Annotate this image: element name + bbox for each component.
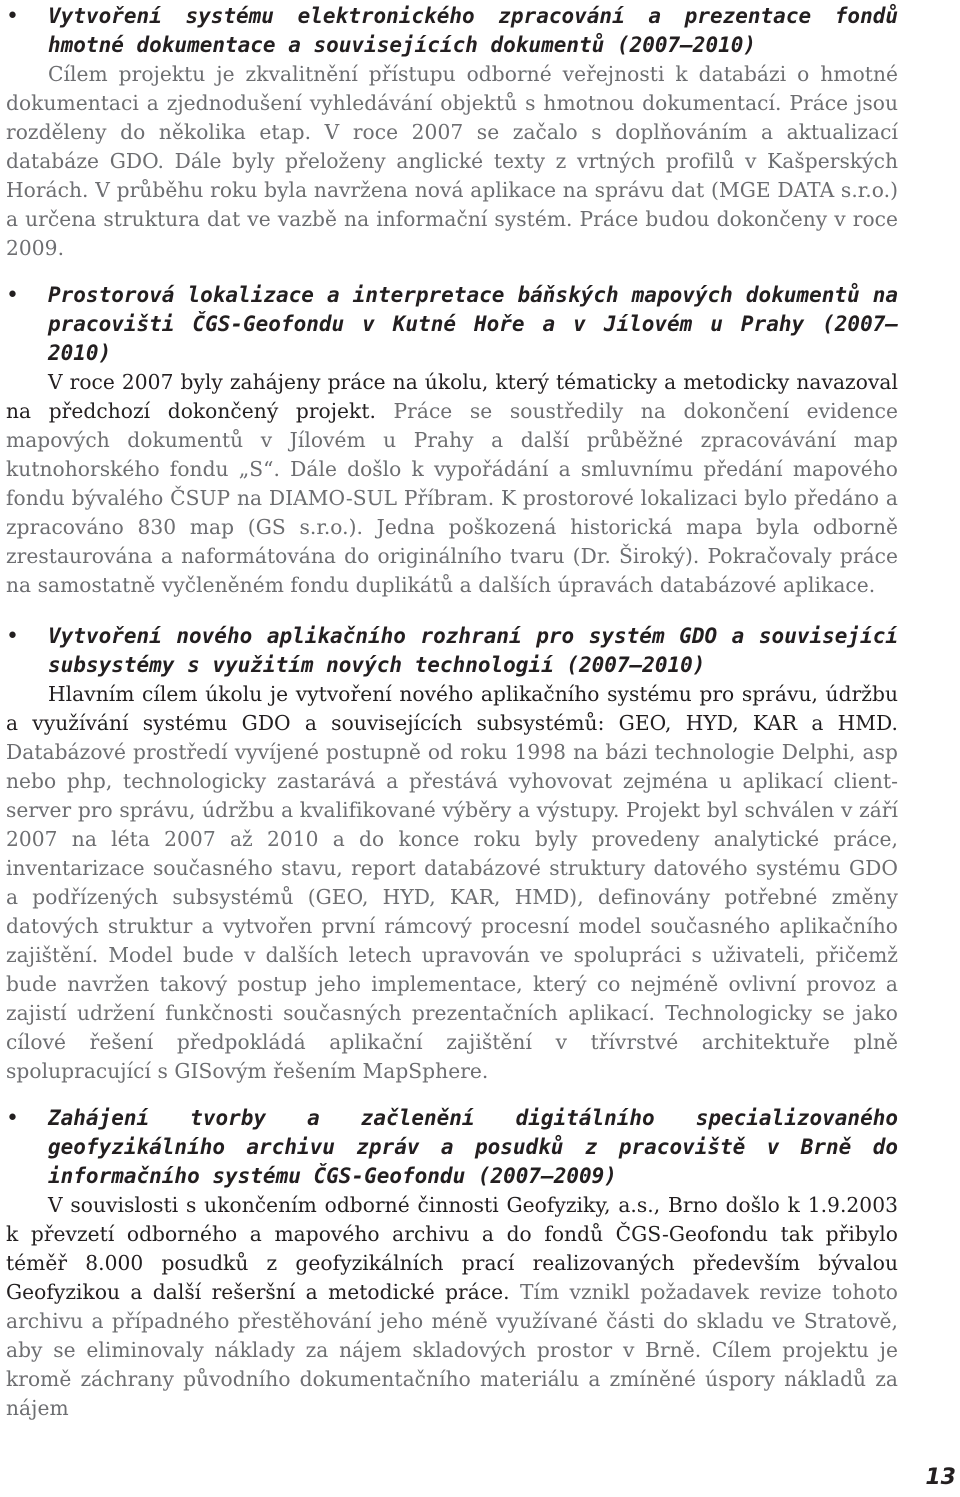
section-body-text: Hlavním cílem úkolu je vytvoření nového aplikačního systému pro správu, údržbu a využívání systému GDO a souvisejících subsystémů: GEO, HYD, KAR a HMD. — [6, 682, 898, 735]
section-heading: Vytvoření nového aplikačního rozhraní pro systém GDO a související subsystémy s využitím nových technologií (2007–2010) — [48, 624, 898, 677]
bullet-section-3 — [6, 622, 898, 1086]
section-heading: Zahájení tvorby a začlenění digitálního specializovaného geofyzikálního archivu zpráv a posudků z pracoviště v Brně do informačního systému ČGS-Geofondu (2007–2009) — [48, 1106, 898, 1188]
bullet-section-4 — [6, 1104, 898, 1423]
section-body — [6, 60, 898, 263]
bullet-marker: • — [6, 4, 19, 29]
bullet-marker: • — [6, 624, 19, 649]
section-heading: Prostorová lokalizace a interpretace báňských mapových dokumentů na pracovišti ČGS-Geofondu v Kutné Hoře a v Jílovém u Prahy (2007–2010) — [48, 283, 898, 365]
bullet-marker: • — [6, 1106, 19, 1131]
section-heading: Vytvoření systému elektronického zpracování a prezentace fondů hmotné dokumentace a souvisejících dokumentů (2007–2010) — [48, 4, 898, 57]
section-body — [6, 1191, 898, 1423]
document-page — [6, 0, 898, 1423]
page-number: 13 — [925, 1465, 956, 1490]
section-body-text-faded: Tím vznikl požadavek revize tohoto archivu a případného přestěhování jeho méně využívané části do skladu ve Stratově, aby se eliminovaly náklady za nájem skladových prostor v Brně. Cílem projektu je kromě záchrany původního dokumentačního materiálu a zmíněné úspory nákladů za nájem — [6, 1280, 899, 1420]
section-body — [6, 368, 898, 600]
bullet-section-1 — [6, 2, 898, 263]
section-body-text-faded: Práce se soustředily na dokončení evidence mapových dokumentů v Jílovém u Prahy a další průběžné zpracovávání map kutnohorského fondu „S“. Dále došlo k vypořádání a smluvnímu předání mapového fondu bývalého ČSUP na DIAMO-SUL Příbram. K prostorové lokalizaci bylo předáno a zpracováno 830 map (GS s.r.o.). Jedna poškozená historická mapa byla odborně zrestaurována a naformátována do originálního tvaru (Dr. Široký). Pokračovaly práce na samostatně vyčleněném fondu duplikátů a dalších úpravách databázové aplikace. — [6, 399, 898, 597]
section-body-text: V souvislosti s ukončením odborné činnosti Geofyziky, a.s., Brno došlo k 1.9.2003 k převzetí odborného a mapového archivu a do fondů ČGS-Geofondu tak přibylo téměř 8.000 posudků z geofyzikálních prací realizovaných především bývalou Geofyzikou a další rešeršní a metodické práce. — [6, 1193, 898, 1304]
section-body — [6, 680, 898, 1086]
bullet-section-2 — [6, 281, 898, 600]
section-body-text: V roce 2007 byly zahájeny práce na úkolu, který tématicky a metodicky navazoval na předchozí dokončený projekt. — [6, 370, 898, 423]
bullet-marker: • — [6, 283, 19, 308]
section-body-text-faded: Databázové prostředí vyvíjené postupně od roku 1998 na bázi technologie Delphi, asp nebo php, technologicky zastarává a přestává vyhovovat zejména u aplikací client-server pro správu, údržbu a kvalifikované výběry a výstupy. Projekt byl schválen v září 2007 na léta 2007 až 2010 a do konce roku byly provedeny analytické práce, inventarizace současného stavu, report databázové struktury datového systému GDO a podřízených subsystémů (GEO, HYD, KAR, HMD), definovány potřebné změny datových struktur a vytvořen první rámcový procesní model současného aplikačního zajištění. Model bude v dalších letech upravován ve spolupráci s uživateli, přičemž bude navržen takový postup jeho implementace, který co nejméně ovlivní provoz a zajistí udržení funkčnosti současných prezentačních aplikací. Technologicky se jako cílové řešení předpokládá aplikační zajištění v třívrstvé architektuře plně spolupracující s GISovým řešením MapSphere. — [6, 740, 898, 1083]
section-body-text: Cílem projektu je zkvalitnění přístupu odborné veřejnosti k databázi o hmotné dokumentaci a zjednodušení vyhledávání objektů s hmotnou dokumentací. Práce jsou rozděleny do několika etap. V roce 2007 se začalo s doplňováním a aktualizací databáze GDO. Dále byly přeloženy anglické texty z vrtných profilů v Kašperských Horách. V průběhu roku byla navržena nová aplikace na správu dat (MGE DATA s.r.o.) a určena struktura dat ve vazbě na informační systém. Práce budou dokončeny v roce 2009. — [6, 62, 898, 260]
